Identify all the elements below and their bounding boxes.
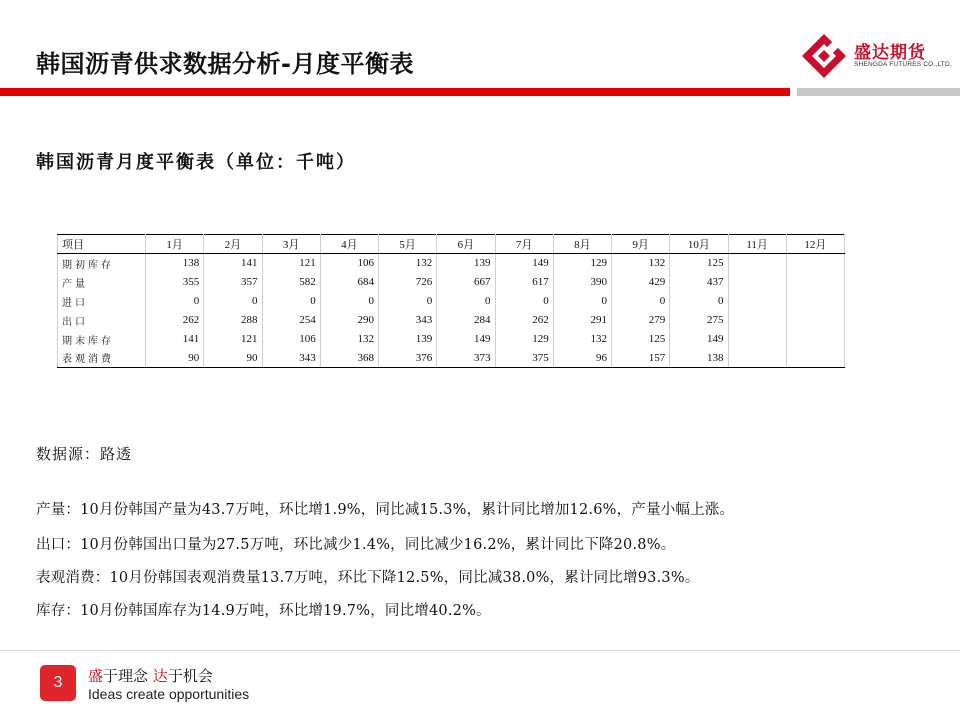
slogan-char-da: 达 — [152, 667, 168, 685]
table-cell: 141 — [204, 254, 262, 273]
table-cell: 132 — [612, 254, 670, 273]
data-source: 数据源：路透 — [36, 445, 133, 463]
table-cell: 0 — [437, 292, 495, 311]
table-cell: 0 — [670, 292, 728, 311]
slogan-text-1: 于理念 — [103, 667, 153, 685]
header-cell: 10月 — [670, 235, 728, 254]
table-row — [58, 311, 845, 330]
table-row — [58, 273, 845, 292]
table-cell: 375 — [495, 349, 553, 368]
company-logo — [800, 32, 952, 80]
table-cell: 667 — [437, 273, 495, 292]
shengda-logo-icon — [800, 32, 848, 80]
slogan-text-2: 于机会 — [167, 667, 213, 685]
header-cell: 4月 — [320, 235, 378, 254]
balance-table — [57, 234, 845, 368]
header-cell: 8月 — [553, 235, 611, 254]
table-cell — [728, 273, 786, 292]
table-cell: 0 — [495, 292, 553, 311]
table-cell: 373 — [437, 349, 495, 368]
header-cell: 11月 — [728, 235, 786, 254]
inventory-paragraph: 库存：10月份韩国库存为14.9万吨，环比增19.7%，同比增40.2%。 — [36, 603, 491, 619]
table-cell: 726 — [379, 273, 437, 292]
table-cell: 0 — [553, 292, 611, 311]
row-label: 出口 — [58, 311, 146, 330]
table-cell: 149 — [495, 254, 553, 273]
header-cell: 6月 — [437, 235, 495, 254]
table-cell — [728, 292, 786, 311]
logo-english-name: SHENGDA FUTURES CO.,LTD. — [854, 61, 952, 68]
table-body — [58, 254, 845, 368]
slogan-chinese — [88, 665, 213, 686]
table-cell: 376 — [379, 349, 437, 368]
header-cell: 项目 — [58, 235, 146, 254]
table-cell: 279 — [612, 311, 670, 330]
table-cell: 343 — [379, 311, 437, 330]
table-cell: 617 — [495, 273, 553, 292]
table-cell: 288 — [204, 311, 262, 330]
production-paragraph: 产量：10月份韩国产量为43.7万吨，环比增1.9%，同比减15.3%，累计同比增加12.6%，产量小幅上涨。 — [36, 502, 735, 518]
table-cell — [786, 273, 844, 292]
footer-divider — [0, 650, 960, 651]
table-cell — [786, 292, 844, 311]
row-label: 产量 — [58, 273, 146, 292]
header-cell: 9月 — [612, 235, 670, 254]
row-label: 期初库存 — [58, 254, 146, 273]
table-cell — [786, 349, 844, 368]
table-cell — [786, 254, 844, 273]
table-cell: 139 — [379, 330, 437, 349]
table-cell: 0 — [262, 292, 320, 311]
table-cell: 262 — [146, 311, 204, 330]
table-cell: 355 — [146, 273, 204, 292]
header-red-bar — [0, 88, 790, 96]
table-cell: 262 — [495, 311, 553, 330]
header-cell: 7月 — [495, 235, 553, 254]
slogan-english: Ideas create opportunities — [88, 686, 250, 702]
header-cell: 2月 — [204, 235, 262, 254]
table-cell: 357 — [204, 273, 262, 292]
slogan-char-sheng: 盛 — [88, 667, 104, 685]
header-cell: 5月 — [379, 235, 437, 254]
table-cell: 254 — [262, 311, 320, 330]
table-cell: 0 — [379, 292, 437, 311]
table-cell: 368 — [320, 349, 378, 368]
table-cell: 390 — [553, 273, 611, 292]
table-cell: 139 — [437, 254, 495, 273]
row-label: 进口 — [58, 292, 146, 311]
table-cell: 141 — [146, 330, 204, 349]
table-cell: 157 — [612, 349, 670, 368]
table-cell: 275 — [670, 311, 728, 330]
table-cell — [728, 311, 786, 330]
table-cell: 582 — [262, 273, 320, 292]
logo-chinese-name: 盛达期货 — [854, 43, 926, 63]
table-row — [58, 349, 845, 368]
table-cell — [728, 254, 786, 273]
table-cell: 138 — [670, 349, 728, 368]
table-cell: 343 — [262, 349, 320, 368]
table-cell: 121 — [204, 330, 262, 349]
table-cell: 132 — [379, 254, 437, 273]
header-cell: 3月 — [262, 235, 320, 254]
table-cell: 129 — [495, 330, 553, 349]
table-cell: 138 — [146, 254, 204, 273]
row-label: 期末库存 — [58, 330, 146, 349]
table-cell: 291 — [553, 311, 611, 330]
table-cell: 121 — [262, 254, 320, 273]
table-cell: 132 — [320, 330, 378, 349]
table-cell: 125 — [612, 330, 670, 349]
table-cell: 149 — [437, 330, 495, 349]
table-cell: 106 — [320, 254, 378, 273]
header-cell: 12月 — [786, 235, 844, 254]
table-cell — [728, 349, 786, 368]
table-title: 韩国沥青月度平衡表（单位：千吨） — [36, 152, 356, 173]
table-cell — [728, 330, 786, 349]
header-gray-bar — [797, 88, 960, 96]
table-cell: 429 — [612, 273, 670, 292]
table-cell: 437 — [670, 273, 728, 292]
table-cell — [786, 330, 844, 349]
table-cell: 96 — [553, 349, 611, 368]
table-cell: 0 — [146, 292, 204, 311]
table-cell: 90 — [204, 349, 262, 368]
table-cell: 106 — [262, 330, 320, 349]
row-label: 表观消费 — [58, 349, 146, 368]
page-title: 韩国沥青供求数据分析-月度平衡表 — [36, 50, 414, 78]
table-cell: 129 — [553, 254, 611, 273]
table-cell: 290 — [320, 311, 378, 330]
consumption-paragraph: 表观消费：10月份韩国表观消费量13.7万吨，环比下降12.5%，同比减38.0%，累计同比增93.3%。 — [36, 570, 700, 586]
table-cell: 90 — [146, 349, 204, 368]
table-row — [58, 330, 845, 349]
table-row — [58, 292, 845, 311]
table-cell: 149 — [670, 330, 728, 349]
table-cell: 0 — [320, 292, 378, 311]
table-cell — [786, 311, 844, 330]
export-paragraph: 出口：10月份韩国出口量为27.5万吨，环比减少1.4%，同比减少16.2%，累计同比下降20.8%。 — [36, 537, 676, 553]
table-cell: 0 — [204, 292, 262, 311]
table-cell: 132 — [553, 330, 611, 349]
table-row — [58, 254, 845, 273]
header-cell: 1月 — [146, 235, 204, 254]
table-header-row — [58, 235, 845, 254]
table-cell: 684 — [320, 273, 378, 292]
table-cell: 125 — [670, 254, 728, 273]
table-cell: 0 — [612, 292, 670, 311]
table-cell: 284 — [437, 311, 495, 330]
page-number: 3 — [40, 665, 76, 701]
